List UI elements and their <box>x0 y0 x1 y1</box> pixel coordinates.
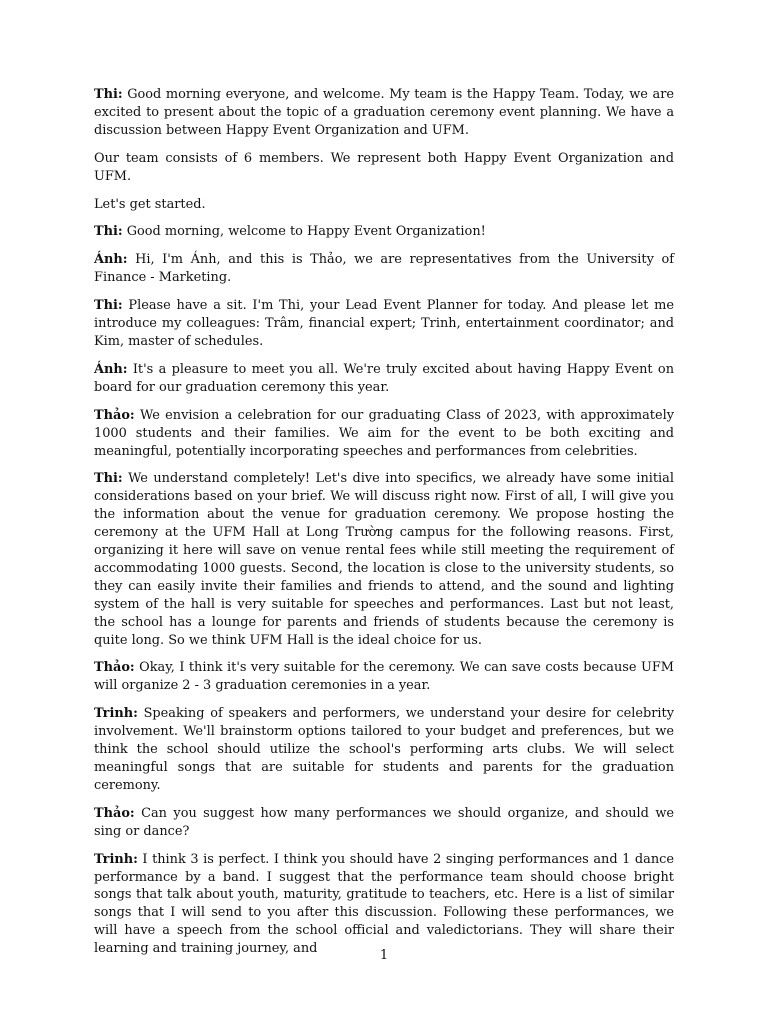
paragraph <box>94 361 674 397</box>
paragraph <box>94 407 674 461</box>
paragraph-text: We envision a celebration for our graduating Class of 2023, with approximately 1000 students and their families. We aim for the event to be both exciting and meaningful, potentially incorporating speeches and performances from celebrities. <box>94 407 674 459</box>
paragraph-text: Speaking of speakers and performers, we understand your desire for celebrity involvement. We'll brainstorm options tailored to your budget and preferences, but we think the school should utilize the school's performing arts clubs. We will select meaningful songs that are suitable for students and parents for the graduation ceremony. <box>94 706 674 793</box>
paragraph-text: It's a pleasure to meet you all. We're truly excited about having Happy Event on board for our graduation ceremony this year. <box>94 361 674 395</box>
paragraph <box>94 705 674 795</box>
speaker-name: Trinh: <box>94 851 138 867</box>
paragraph-text: Let's get started. <box>94 196 206 212</box>
paragraph-text: Hi, I'm Ánh, and this is Thảo, we are representatives from the University of Finance - Marketing. <box>94 252 674 286</box>
speaker-name: Thi: <box>94 224 123 240</box>
paragraph <box>94 196 674 214</box>
speaker-name: Thi: <box>94 471 123 487</box>
paragraph-text: Can you suggest how many performances we should organize, and should we sing or dance? <box>94 805 674 839</box>
speaker-name: Thảo: <box>94 805 135 821</box>
paragraph <box>94 150 674 186</box>
paragraph <box>94 86 674 140</box>
paragraph-text: Our team consists of 6 members. We represent both Happy Event Organization and UFM. <box>94 150 674 184</box>
speaker-name: Thảo: <box>94 660 135 676</box>
paragraph <box>94 851 674 958</box>
speaker-name: Ánh: <box>94 361 128 377</box>
speaker-name: Thảo: <box>94 407 135 423</box>
speaker-name: Thi: <box>94 87 123 102</box>
paragraph-text: Good morning, welcome to Happy Event Organization! <box>126 224 486 240</box>
speaker-name: Thi: <box>94 298 123 314</box>
paragraph-text: Okay, I think it's very suitable for the ceremony. We can save costs because UFM will organize 2 - 3 graduation ceremonies in a year. <box>94 660 674 694</box>
document-body <box>94 86 674 968</box>
paragraph-text: I think 3 is perfect. I think you should have 2 singing performances and 1 dance performance by a band. I suggest that the performance team should choose bright songs that talk about youth, maturity, gratitude to teachers, etc. Here is a list of similar songs that I will send to you after this discussion. Following these performances, we will have a speech from the school official and valedictorians. They will share their learning and training journey, and <box>94 851 674 957</box>
page-number: 1 <box>379 948 389 963</box>
paragraph <box>94 223 674 241</box>
paragraph-text: Good morning everyone, and welcome. My team is the Happy Team. Today, we are excited to present about the topic of a graduation ceremony event planning. We have a discussion between Happy Event Organization and UFM. <box>94 87 674 138</box>
speaker-name: Ánh: <box>94 252 128 268</box>
paragraph <box>94 805 674 841</box>
paragraph-text: We understand completely! Let's dive into specifics, we already have some initial considerations based on your brief. We will discuss right now. First of all, I will give you the information about the venue for graduation ceremony. We propose hosting the ceremony at the UFM Hall at Long Trường campus for the following reasons. First, organizing it here will save on venue rental fees while still meeting the requirement of accommodating 1000 guests. Second, the location is close to the university students, so they can easily invite their families and friends to attend, and the sound and lighting system of the hall is very suitable for speeches and performances. Last but not least, the school has a lounge for parents and friends of students because the ceremony is quite long. So we think UFM Hall is the ideal choice for us. <box>94 471 674 648</box>
paragraph-text: Please have a sit. I'm Thi, your Lead Event Planner for today. And please let me introduce my colleagues: Trâm, financial expert; Trinh, entertainment coordinator; and Kim, master of schedules. <box>94 298 674 349</box>
paragraph <box>94 297 674 351</box>
paragraph <box>94 659 674 695</box>
paragraph <box>94 470 674 649</box>
speaker-name: Trinh: <box>94 706 138 722</box>
paragraph <box>94 251 674 287</box>
